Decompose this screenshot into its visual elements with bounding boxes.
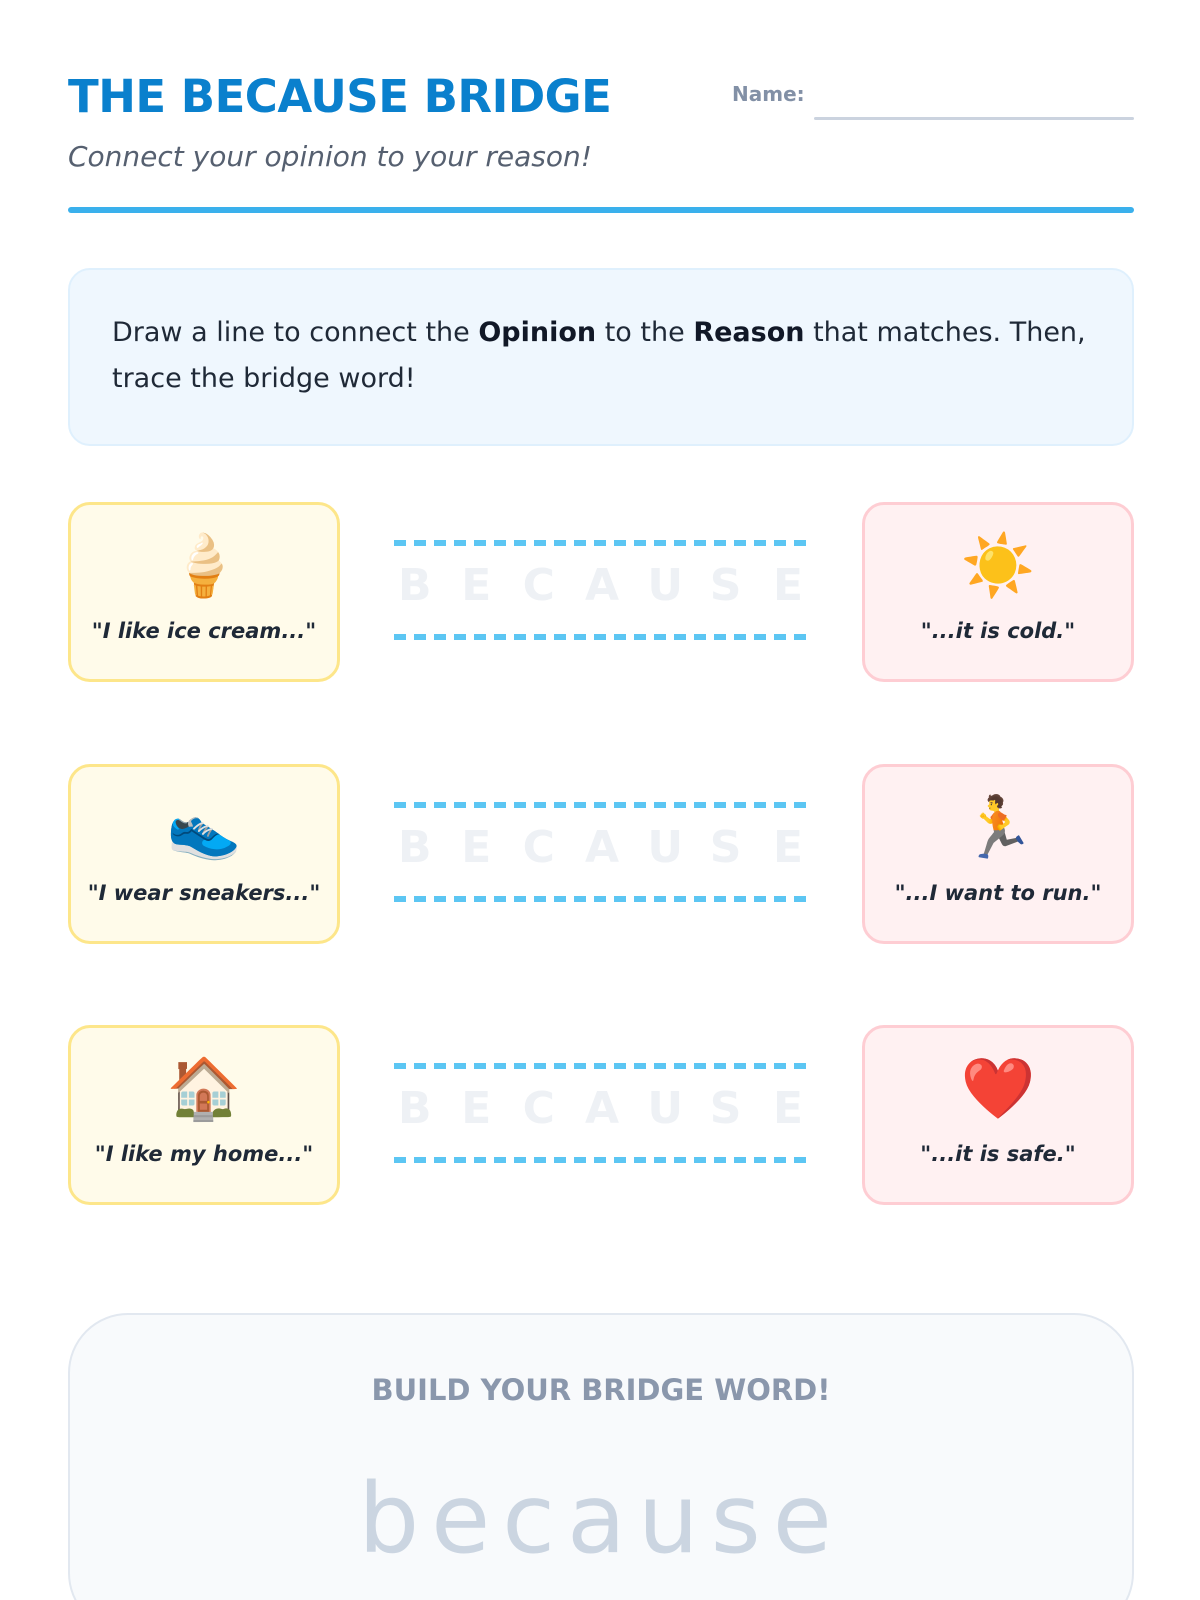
bridge-tracing[interactable] xyxy=(394,540,808,640)
trace-letter: E xyxy=(461,560,492,611)
trace-letter: S xyxy=(709,560,742,611)
reason-card[interactable] xyxy=(862,502,1134,682)
worksheet-header xyxy=(68,70,1134,215)
dashed-line-top xyxy=(394,540,808,546)
page-subtitle: Connect your opinion to your reason! xyxy=(68,140,592,173)
trace-word xyxy=(394,1081,808,1137)
trace-letter: U xyxy=(647,560,684,611)
reason-text: "...it is safe." xyxy=(920,1142,1076,1166)
bridge-tracing[interactable] xyxy=(394,1063,808,1163)
opinion-keyword: Opinion xyxy=(478,317,597,348)
trace-letter: A xyxy=(584,822,620,873)
page-title: THE BECAUSE BRIDGE xyxy=(68,70,612,123)
trace-letter: E xyxy=(461,1083,492,1134)
dashed-line-bottom xyxy=(394,1157,808,1163)
trace-letter: U xyxy=(647,822,684,873)
dashed-line-bottom xyxy=(394,896,808,902)
trace-letter: E xyxy=(461,822,492,873)
opinion-text: "I like my home..." xyxy=(94,1142,314,1166)
instructions-text: Draw a line to connect the Opinion to the Reason that matches. Then, trace the bridge word! xyxy=(112,317,1086,394)
match-row xyxy=(68,1025,1134,1205)
reason-card[interactable] xyxy=(862,764,1134,944)
trace-letter: E xyxy=(772,822,803,873)
opinion-card[interactable] xyxy=(68,764,340,944)
bridge-tracing[interactable] xyxy=(394,802,808,902)
opinion-card[interactable] xyxy=(68,1025,340,1205)
trace-word xyxy=(394,820,808,876)
trace-letter: E xyxy=(772,560,803,611)
runner-icon: 🏃 xyxy=(960,793,1036,863)
instructions-box xyxy=(68,268,1134,446)
trace-letter: E xyxy=(772,1083,803,1134)
build-word-box[interactable] xyxy=(68,1313,1134,1600)
reason-text: "...it is cold." xyxy=(920,619,1076,643)
build-trace-word: because xyxy=(358,1463,844,1575)
name-field[interactable] xyxy=(814,117,1134,120)
trace-letter: C xyxy=(522,560,555,611)
opinion-text: "I like ice cream..." xyxy=(91,619,317,643)
reason-card[interactable] xyxy=(862,1025,1134,1205)
trace-letter: S xyxy=(709,822,742,873)
trace-letter: A xyxy=(584,560,620,611)
name-label: Name: xyxy=(732,82,805,106)
reason-keyword: Reason xyxy=(693,317,805,348)
header-divider xyxy=(68,207,1134,213)
heart-icon: ❤️ xyxy=(960,1054,1036,1124)
match-row xyxy=(68,502,1134,682)
dashed-line-bottom xyxy=(394,634,808,640)
trace-letter: U xyxy=(647,1083,684,1134)
dashed-line-top xyxy=(394,802,808,808)
build-title: BUILD YOUR BRIDGE WORD! xyxy=(371,1373,831,1407)
trace-letter: B xyxy=(398,822,432,873)
ice-cream-icon: 🍦 xyxy=(166,531,242,601)
trace-letter: B xyxy=(398,560,432,611)
trace-word xyxy=(394,558,808,614)
sun-icon: ☀️ xyxy=(960,531,1036,601)
reason-text: "...I want to run." xyxy=(894,881,1102,905)
dashed-line-top xyxy=(394,1063,808,1069)
opinion-card[interactable] xyxy=(68,502,340,682)
trace-letter: S xyxy=(709,1083,742,1134)
trace-letter: B xyxy=(398,1083,432,1134)
trace-letter: C xyxy=(522,822,555,873)
trace-letter: C xyxy=(522,1083,555,1134)
opinion-text: "I wear sneakers..." xyxy=(87,881,321,905)
match-row xyxy=(68,764,1134,944)
trace-letter: A xyxy=(584,1083,620,1134)
sneaker-icon: 👟 xyxy=(166,793,242,863)
house-icon: 🏠 xyxy=(166,1054,242,1124)
